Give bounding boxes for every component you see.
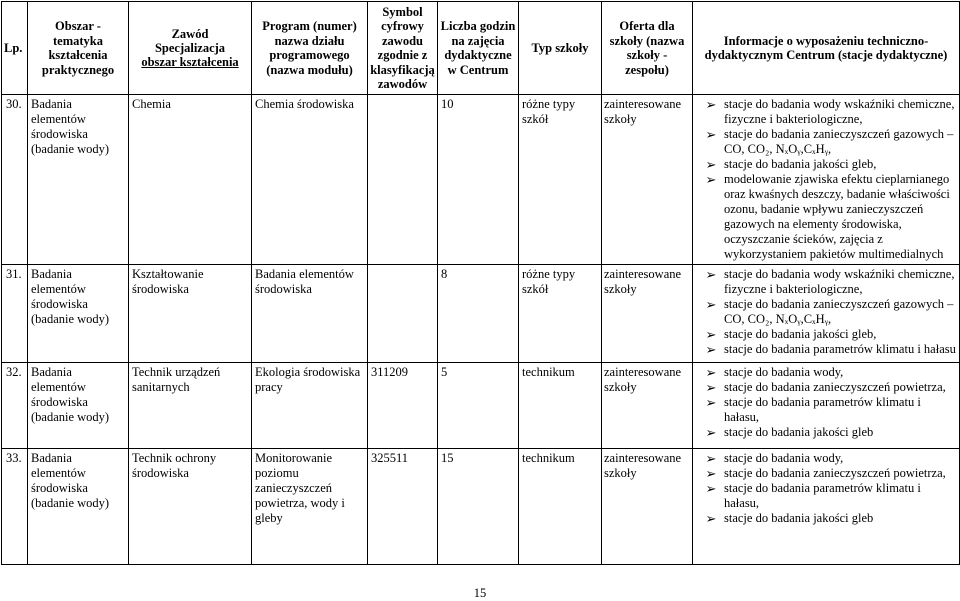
equipment-text: stacje do badania zanieczyszczeń gazowych – CO, CO₂, NₓOᵧ,CₓHᵧ, <box>724 127 954 157</box>
row-obszar: Badania elementów środowiska (badanie wody) <box>28 95 129 265</box>
row-info <box>693 363 960 449</box>
equipment-list <box>696 451 956 526</box>
header-liczba: Liczba godzin na zajęcia dydaktyczne w Centrum <box>438 2 519 95</box>
equipment-list-item <box>705 297 956 327</box>
header-zawod-line2: Specjalizacja <box>154 40 226 55</box>
row-zawod: Chemia <box>129 95 252 265</box>
equipment-text: stacje do badania wody wskaźniki chemiczne, fizyczne i bakteriologiczne, <box>724 267 955 297</box>
arrow-bullet-icon: ➢ <box>705 267 717 283</box>
row-zawod: Kształtowanie środowiska <box>129 265 252 363</box>
equipment-text: stacje do badania wody, <box>724 451 844 466</box>
row-lp: 31. <box>2 265 28 363</box>
row-program: Monitorowanie poziomu zanieczyszczeń powietrza, wody i gleby <box>252 449 368 565</box>
row-program: Badania elementów środowiska <box>252 265 368 363</box>
equipment-text: stacje do badania parametrów klimatu i hałasu, <box>724 395 921 425</box>
table-header-row <box>2 2 960 95</box>
equipment-list-item <box>705 267 956 297</box>
row-obszar: Badania elementów środowiska (badanie wody) <box>28 363 129 449</box>
row-symbol: 311209 <box>368 363 438 449</box>
table-body <box>2 95 960 565</box>
header-zawod <box>129 2 252 95</box>
arrow-bullet-icon: ➢ <box>705 395 717 411</box>
row-liczba: 15 <box>438 449 519 565</box>
arrow-bullet-icon: ➢ <box>705 127 717 143</box>
header-oferta: Oferta dla szkoły (nazwa szkoły - zespołu) <box>602 2 693 95</box>
arrow-bullet-icon: ➢ <box>705 481 717 497</box>
row-liczba: 5 <box>438 363 519 449</box>
row-liczba: 8 <box>438 265 519 363</box>
row-info <box>693 449 960 565</box>
row-info <box>693 265 960 363</box>
row-program: Chemia środowiska <box>252 95 368 265</box>
row-obszar: Badania elementów środowiska (badanie wody) <box>28 449 129 565</box>
row-oferta: zainteresowane szkoły <box>602 265 693 363</box>
row-symbol <box>368 95 438 265</box>
equipment-list-item <box>705 425 956 441</box>
row-oferta: zainteresowane szkoły <box>602 449 693 565</box>
header-symbol: Symbol cyfrowy zawodu zgodnie z klasyfikacją zawodów <box>368 2 438 95</box>
row-oferta: zainteresowane szkoły <box>602 363 693 449</box>
arrow-bullet-icon: ➢ <box>705 157 717 173</box>
row-liczba: 10 <box>438 95 519 265</box>
equipment-text: stacje do badania jakości gleb, <box>724 157 877 172</box>
education-offer-table <box>1 1 960 565</box>
equipment-list <box>696 365 956 440</box>
row-zawod: Technik ochrony środowiska <box>129 449 252 565</box>
equipment-list-item <box>705 365 956 381</box>
equipment-list-item <box>705 127 956 157</box>
equipment-text: stacje do badania parametrów klimatu i hałasu <box>724 342 956 357</box>
equipment-text: stacje do badania parametrów klimatu i hałasu, <box>724 481 921 511</box>
arrow-bullet-icon: ➢ <box>705 451 717 467</box>
equipment-list-item <box>705 327 956 343</box>
arrow-bullet-icon: ➢ <box>705 327 717 343</box>
equipment-text: stacje do badania jakości gleb <box>724 511 874 526</box>
arrow-bullet-icon: ➢ <box>705 342 717 358</box>
row-lp: 33. <box>2 449 28 565</box>
row-zawod: Technik urządzeń sanitarnych <box>129 363 252 449</box>
equipment-list-item <box>705 511 956 527</box>
equipment-list-item <box>705 380 956 396</box>
table-row <box>2 449 960 565</box>
arrow-bullet-icon: ➢ <box>705 466 717 482</box>
row-lp: 30. <box>2 95 28 265</box>
equipment-text: stacje do badania jakości gleb, <box>724 327 877 342</box>
equipment-list <box>696 267 956 357</box>
header-program: Program (numer) nazwa działu programowego (nazwa modułu) <box>252 2 368 95</box>
equipment-list <box>696 97 956 262</box>
header-lp: Lp. <box>2 2 28 95</box>
table-row <box>2 363 960 449</box>
equipment-text: stacje do badania jakości gleb <box>724 425 874 440</box>
row-typ: technikum <box>519 363 602 449</box>
equipment-list-item <box>705 481 956 511</box>
header-zawod-line1: Zawód <box>171 26 209 41</box>
row-symbol: 325511 <box>368 449 438 565</box>
equipment-list-item <box>705 172 956 262</box>
arrow-bullet-icon: ➢ <box>705 511 717 527</box>
equipment-list-item <box>705 97 956 127</box>
row-typ: technikum <box>519 449 602 565</box>
equipment-text: stacje do badania wody wskaźniki chemiczne, fizyczne i bakteriologiczne, <box>724 97 955 127</box>
row-typ: różne typy szkół <box>519 95 602 265</box>
arrow-bullet-icon: ➢ <box>705 172 717 188</box>
equipment-text: modelowanie zjawiska efektu cieplarnianego oraz kwaśnych deszczy, badanie właściwości ozonu, badanie wpływu zanieczyszczeń gazowych na elementy środowiska, oczyszczanie ścieków, zajęcia z wykorzystaniem pakietów multimedialnych <box>724 172 950 262</box>
row-obszar: Badania elementów środowiska (badanie wody) <box>28 265 129 363</box>
header-zawod-line3: obszar kształcenia <box>141 55 239 70</box>
equipment-list-item <box>705 157 956 173</box>
equipment-text: stacje do badania zanieczyszczeń powietrza, <box>724 466 946 481</box>
arrow-bullet-icon: ➢ <box>705 297 717 313</box>
row-program: Ekologia środowiska pracy <box>252 363 368 449</box>
table-row <box>2 265 960 363</box>
header-obszar: Obszar - tematyka kształcenia praktycznego <box>28 2 129 95</box>
equipment-text: stacje do badania zanieczyszczeń gazowych – CO, CO₂, NₓOᵧ,CₓHᵧ, <box>724 297 954 327</box>
row-symbol <box>368 265 438 363</box>
equipment-text: stacje do badania wody, <box>724 365 844 380</box>
equipment-list-item <box>705 466 956 482</box>
row-typ: różne typy szkół <box>519 265 602 363</box>
equipment-text: stacje do badania zanieczyszczeń powietrza, <box>724 380 946 395</box>
row-lp: 32. <box>2 363 28 449</box>
header-info: Informacje o wyposażeniu techniczno-dydaktycznym Centrum (stacje dydaktyczne) <box>693 2 960 95</box>
equipment-list-item <box>705 395 956 425</box>
row-info <box>693 95 960 265</box>
table-row <box>2 95 960 265</box>
row-oferta: zainteresowane szkoły <box>602 95 693 265</box>
arrow-bullet-icon: ➢ <box>705 425 717 441</box>
equipment-list-item <box>705 451 956 467</box>
header-typ: Typ szkoły <box>519 2 602 95</box>
arrow-bullet-icon: ➢ <box>705 97 717 113</box>
arrow-bullet-icon: ➢ <box>705 380 717 396</box>
page-number: 15 <box>473 586 487 600</box>
equipment-list-item <box>705 342 956 358</box>
arrow-bullet-icon: ➢ <box>705 365 717 381</box>
